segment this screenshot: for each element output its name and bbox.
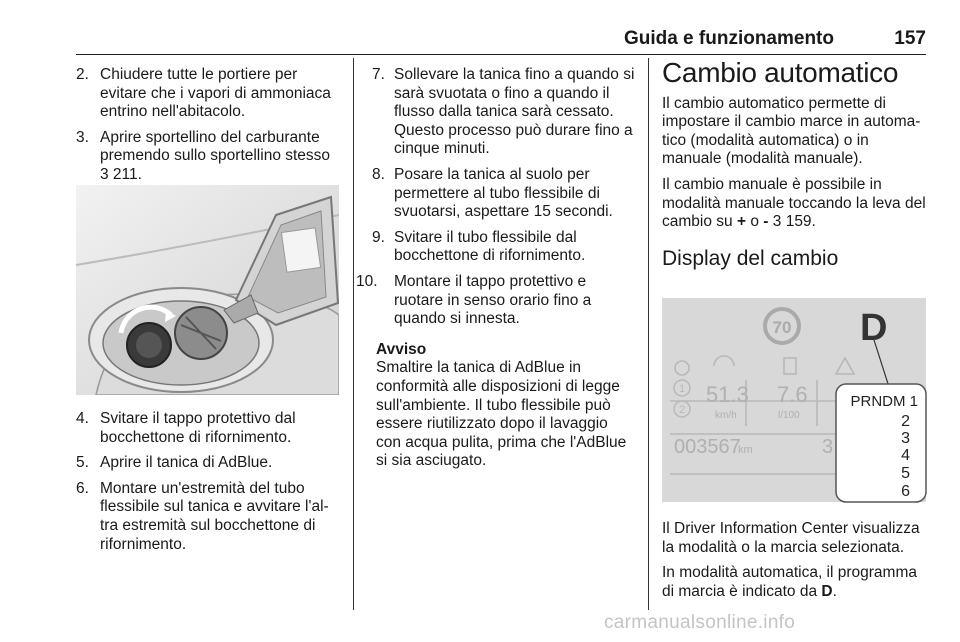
list-item bbox=[76, 129, 344, 185]
odometer: 003567 bbox=[674, 436, 741, 458]
average-consumption: 7.6 bbox=[777, 382, 808, 407]
item-text: Chiudere tutte le portiere per evitare che i vapori di ammoniaca entrino nell'abitacolo. bbox=[100, 66, 331, 121]
item-text: Aprire sportellino del carburante premendo sullo sportellino stesso bbox=[100, 128, 331, 165]
item-number: 3. bbox=[76, 128, 89, 146]
column-divider-1 bbox=[353, 58, 354, 610]
page-reference[interactable]: 3 211. bbox=[100, 165, 142, 183]
average-speed: 51.3 bbox=[706, 382, 749, 407]
column-1-continued bbox=[76, 410, 344, 561]
paragraph: Il Driver Information Center visualizza la modalità o la marcia selezionata. bbox=[662, 520, 920, 556]
gear-4: 4 bbox=[901, 447, 910, 464]
header-rule bbox=[76, 54, 926, 55]
header-title: Guida e funzionamento bbox=[623, 28, 834, 49]
note-text: Smaltire la tanica di AdBlue in conformità alle disposizioni di legge sull'ambiente. Il tubo flessibile può essere riutilizzato dopo il lavaggio con acqua pulita, prima che l'AdBlue si sia asciugato. bbox=[376, 359, 627, 470]
trip-2-icon: 2 bbox=[678, 404, 686, 416]
list-item bbox=[76, 66, 344, 122]
column-3 bbox=[662, 57, 928, 286]
paragraph: In modalità automatica, il programma di marcia è indicato da D. bbox=[662, 564, 918, 600]
paragraph: Il cambio automatico permette di impostare il cambio marce in automa-tico (modalità automatica) o in manuale (modalità manuale). bbox=[662, 94, 921, 168]
page-number: 157 bbox=[894, 28, 926, 49]
column-divider-2 bbox=[648, 58, 649, 610]
item-text: Sollevare la tanica fino a quando si sarà svuotata o fino a quando il flusso dalla tanica sarà cessato. Questo processo può durare fino a cinque minuti. bbox=[394, 66, 635, 158]
item-text: Svitare il tappo protettivo dal bocchettone di rifornimento. bbox=[100, 410, 296, 446]
odometer-unit: km bbox=[738, 444, 753, 456]
item-number: 6. bbox=[76, 479, 89, 497]
item-text: Montare un'estremità del tubo flessibile sul tanica e avvitare l'al-tra estremità sul bocchettone di rifornimento. bbox=[100, 479, 329, 553]
page-header bbox=[0, 14, 926, 54]
list-item bbox=[76, 454, 344, 473]
list-item bbox=[356, 66, 636, 159]
list-item bbox=[356, 273, 636, 329]
list-item bbox=[76, 410, 344, 447]
item-number: 2. bbox=[76, 66, 89, 83]
gear-2: 2 bbox=[901, 413, 910, 430]
gear-6: 6 bbox=[901, 483, 910, 500]
mode-row: PRNDM 1 bbox=[850, 393, 918, 410]
column-3-continued bbox=[662, 520, 928, 608]
item-number: 10. bbox=[356, 272, 378, 290]
subsection-heading: Display del cambio bbox=[662, 246, 839, 270]
gear-display-illustration bbox=[662, 298, 926, 502]
item-text: Montare il tappo protettivo e ruotare in senso orario fino a quando si innesta. bbox=[394, 272, 592, 328]
item-text: Svitare il tubo flessibile dal bocchettone di rifornimento. bbox=[394, 228, 586, 265]
list-item bbox=[356, 166, 636, 222]
consumption-unit: l/100 bbox=[778, 410, 800, 421]
list-item bbox=[76, 480, 344, 554]
gear-3: 3 bbox=[901, 430, 910, 447]
speed-unit: km/h bbox=[715, 410, 737, 421]
column-2 bbox=[356, 66, 636, 471]
column-1 bbox=[76, 66, 344, 192]
gear-5: 5 bbox=[901, 465, 910, 482]
page-reference[interactable]: 3 159. bbox=[772, 213, 816, 231]
paragraph: Il cambio manuale è possibile in modalità manuale toccando la leva del cambio su + o - 3 159. bbox=[662, 175, 926, 231]
item-number: 9. bbox=[372, 228, 385, 246]
item-text: Aprire il tanica di AdBlue. bbox=[100, 454, 273, 472]
adblue-filler-illustration bbox=[76, 185, 339, 395]
item-text: Posare la tanica al suolo per permettere al tubo flessibile di svuotarsi, aspettare 15 secondi. bbox=[394, 165, 613, 221]
section-heading: Cambio automatico bbox=[662, 57, 899, 88]
item-number: 5. bbox=[76, 454, 89, 472]
item-number: 7. bbox=[372, 66, 385, 83]
item-number: 4. bbox=[76, 410, 89, 427]
note-box bbox=[356, 341, 636, 471]
trip-1-icon: 1 bbox=[678, 383, 686, 395]
gear-indicator: D bbox=[860, 307, 888, 349]
watermark: carmanualsonline.info bbox=[604, 612, 796, 633]
note-title: Avviso bbox=[376, 340, 427, 358]
trip-value: 3 bbox=[822, 436, 834, 458]
fuel-door-photo bbox=[76, 185, 339, 395]
list-item bbox=[356, 229, 636, 266]
item-number: 8. bbox=[372, 165, 385, 183]
speed-limit-value: 70 bbox=[772, 318, 792, 337]
